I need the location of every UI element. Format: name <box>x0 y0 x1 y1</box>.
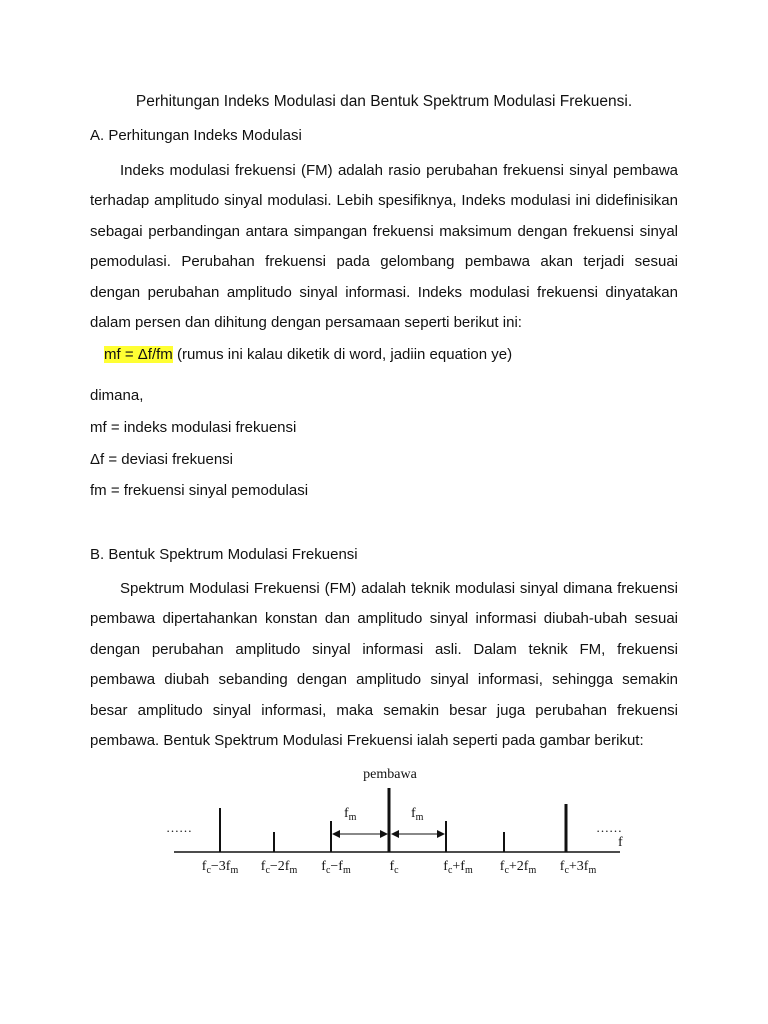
section-a-heading: A. Perhitungan Indeks Modulasi <box>90 127 302 144</box>
section-b-heading: B. Bentuk Spektrum Modulasi Frekuensi <box>90 546 358 563</box>
document-title: Perhitungan Indeks Modulasi dan Bentuk Spektrum Modulasi Frekuensi. <box>135 93 633 110</box>
definition-delta-f: Δf = deviasi frekuensi <box>90 451 234 468</box>
tick-label-fc-plus-3fm: $f_c+3f_m$ <box>559 859 597 876</box>
spacing-label-right: $f_m$ <box>411 806 424 823</box>
tick-label-fc: $f_c$ <box>389 859 399 876</box>
carrier-label: pembawa <box>363 767 417 782</box>
spacing-label-left: $f_m$ <box>344 806 357 823</box>
definition-fm: fm = frekuensi sinyal pemodulasi <box>90 482 309 499</box>
section-a-paragraph: Indeks modulasi frekuensi (FM) adalah rasio perubahan frekuensi sinyal pembawa terhadap amplitudo sinyal modulasi. Lebih spesifiknya, Indeks modulasi ini didefinisikan sebagai perbandingan antara simpangan frekuensi maksimum dengan frekuensi sinyal pemodulasi. Perubahan frekuensi pada gelombang pembawa akan terjadi sesuai dengan perubahan amplitudo sinyal informasi. Indeks modulasi frekuensi dinyatakan dalam persen dan dihitung dengan persamaan seperti berikut ini: <box>90 162 678 332</box>
ellipsis-left: …… <box>166 820 192 835</box>
axis-label-f: f <box>618 835 623 850</box>
ellipsis-right: …… <box>596 820 622 835</box>
formula-note: (rumus ini kalau diketik di word, jadiin equation ye) <box>172 346 513 363</box>
formula-highlight: mf = Δf/fm <box>104 346 173 363</box>
tick-label-fc-minus-2fm: $f_c-2f_m$ <box>260 859 298 876</box>
formula-line <box>104 345 512 365</box>
tick-label-fc-minus-3fm: $f_c-3f_m$ <box>201 859 239 876</box>
tick-label-fc-plus-fm: $f_c+f_m$ <box>443 859 473 876</box>
spacing-arrow-left <box>332 830 388 838</box>
section-b-paragraph: Spektrum Modulasi Frekuensi (FM) adalah teknik modulasi sinyal dimana frekuensi pembawa dipertahankan konstan dan amplitudo sinyal informasi diubah-ubah sesuai dengan perubahan amplitudo sinyal informasi asli. Dalam teknik FM, frekuensi pembawa diubah sebanding dengan amplitudo sinyal informasi, sehingga semakin besar amplitudo sinyal informasi, maka semakin besar juga perubahan frekuensi pembawa. Bentuk Spektrum Modulasi Frekuensi ialah seperti pada gambar berikut: <box>90 580 678 750</box>
definition-mf: mf = indeks modulasi frekuensi <box>90 419 297 436</box>
spacing-arrow-right <box>391 830 445 838</box>
tick-label-fc-minus-fm: $f_c-f_m$ <box>321 859 351 876</box>
fm-spectrum-figure <box>160 760 640 880</box>
dimana-label: dimana, <box>90 387 144 404</box>
tick-label-fc-plus-2fm: $f_c+2f_m$ <box>499 859 537 876</box>
